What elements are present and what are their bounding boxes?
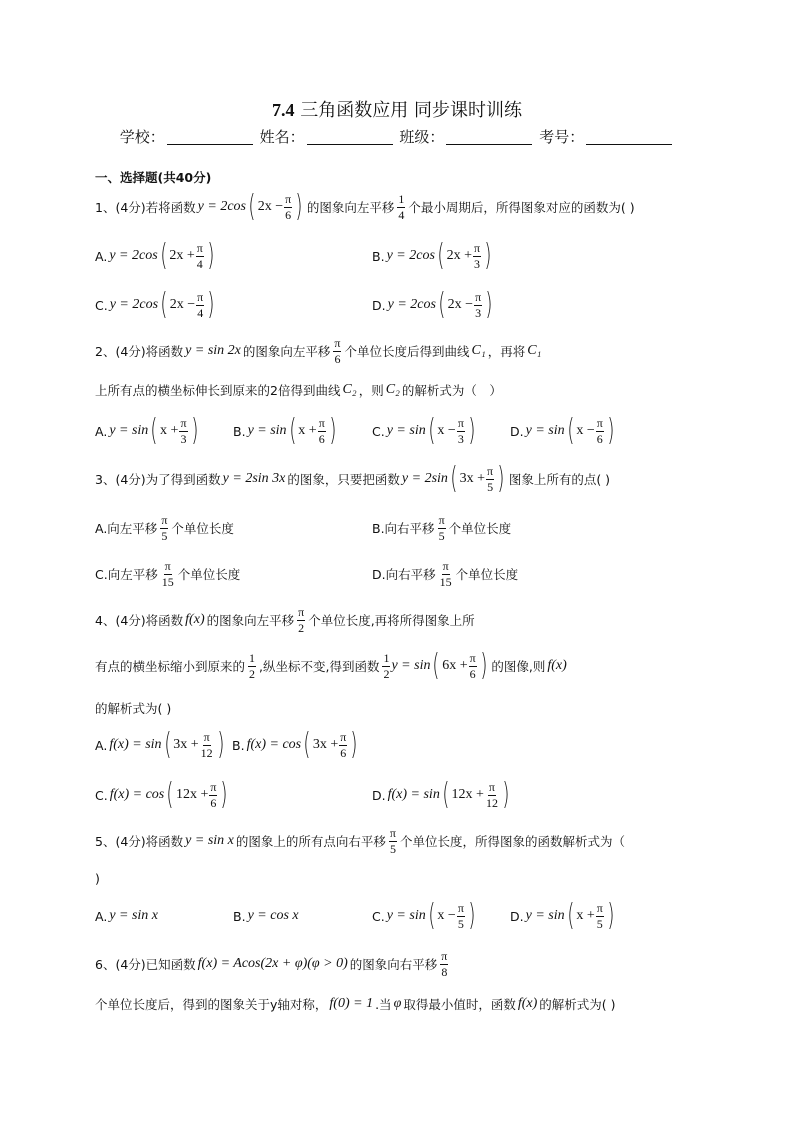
option-formula: y = sin ( x − $\frac{\pi}{6}$ ) (526, 416, 617, 446)
q5-line2: ) (95, 870, 100, 886)
q4-option-b[interactable] (232, 725, 362, 765)
option-formula: y = 2cos ( 2x − $\frac{\pi}{4}$ ) (110, 290, 217, 320)
q4-option-a[interactable] (95, 725, 228, 765)
option-label: A.向左平移 (95, 521, 158, 536)
option-label: C.向左平移 (95, 567, 158, 582)
q5-mid: 的图象上的所有点向右平移 (235, 834, 386, 849)
q4-option-c[interactable] (95, 775, 232, 815)
school-label: 学校： (119, 128, 165, 146)
q6-f0: f(0) = 1 (329, 996, 374, 1011)
q3-mid: 的图象，只要把函数 (287, 472, 400, 487)
option-fraction: $\frac{\pi}{15}$ (161, 558, 174, 589)
q5-option-b[interactable] (233, 896, 301, 936)
school-blank[interactable] (167, 130, 253, 145)
q4-line2a: 有点的横坐标缩小到原来的 (95, 659, 246, 674)
option-label: C. (95, 787, 108, 803)
q4-target-formula: $\frac{1}{2}$ y = sin ( 6x + $\frac{\pi}{6}$ ) (381, 651, 489, 681)
q1-prefix: 1、(4分)若将函数 (95, 200, 196, 215)
option-fraction: $\frac{\pi}{5}$ (438, 512, 445, 543)
option-label: B. (372, 248, 385, 264)
q3-option-b[interactable] (372, 508, 511, 548)
question-6-line-2 (95, 984, 616, 1024)
title-text: 三角函数应用 同步课时训练 (300, 100, 522, 121)
option-label: A. (95, 737, 108, 753)
option-formula: y = sin ( x − $\frac{\pi}{3}$ ) (387, 416, 478, 446)
q6-fraction: $\frac{\pi}{8}$ (441, 948, 448, 979)
q4-line2b: ,纵坐标不变,得到函数 (259, 659, 380, 674)
q3-option-a[interactable] (95, 508, 234, 548)
q2-line2a: 上所有点的横坐标伸长到原来的2倍得到曲线 (95, 383, 341, 398)
option-label: D.向右平移 (372, 567, 436, 582)
q4-suffix: 个单位长度,再将所得图象上所 (308, 613, 475, 628)
question-4-line-3 (95, 688, 171, 728)
option-label: C. (95, 297, 108, 313)
number-label: 考号： (539, 128, 585, 146)
q2-mid2: 个单位长度后得到曲线 (344, 344, 470, 359)
question-3 (95, 459, 610, 499)
name-blank[interactable] (307, 130, 393, 145)
option-formula: y = 2cos ( 2x + $\frac{\pi}{4}$ ) (109, 241, 216, 271)
q1-mid: 的图象向左平移 (306, 200, 395, 215)
q6-phi: φ (393, 996, 402, 1011)
option-unit: 个单位长度 (448, 521, 512, 536)
option-label: C. (372, 423, 385, 439)
q3-option-c[interactable] (95, 554, 240, 594)
q2-option-b[interactable] (233, 411, 340, 451)
option-label: D. (510, 423, 524, 439)
question-6 (95, 944, 451, 984)
option-label: B. (233, 423, 246, 439)
q4-mid: 的图象向左平移 (206, 613, 295, 628)
q2-option-a[interactable] (95, 411, 202, 451)
q1-option-c[interactable] (95, 285, 219, 325)
q2-option-d[interactable] (510, 411, 619, 451)
q4-fraction: $\frac{\pi}{2}$ (298, 604, 305, 635)
option-formula: f(x) = cos ( 3x + $\frac{\pi}{6}$ ) (247, 730, 360, 760)
q3-formula: y = 2sin 3x (222, 471, 286, 486)
option-formula: y = sin ( x + $\frac{\pi}{6}$ ) (248, 416, 339, 446)
q5-option-c[interactable] (372, 896, 480, 936)
option-formula: y = sin ( x + $\frac{\pi}{5}$ ) (526, 901, 617, 931)
q1-option-a[interactable] (95, 236, 219, 276)
option-formula: y = 2cos ( 2x − $\frac{\pi}{3}$ ) (388, 290, 495, 320)
q6-line2a: 个单位长度后，得到的图象关于y轴对称， (95, 997, 328, 1012)
q2-c2b: C₂ (385, 382, 400, 397)
question-2 (95, 331, 543, 371)
question-1 (95, 187, 635, 227)
option-unit: 个单位长度 (455, 567, 519, 582)
option-label: D. (372, 787, 386, 803)
class-blank[interactable] (446, 130, 532, 145)
q5-option-d[interactable] (510, 896, 619, 936)
q4-line2c: 的图像,则 (491, 659, 546, 674)
q6-line2d: 的解析式为( ) (539, 997, 616, 1012)
q4-fx2: f(x) (547, 658, 567, 673)
q1-suffix: 个最小周期后，所得图象对应的函数为( ) (408, 200, 635, 215)
q3-prefix: 3、(4分)为了得到函数 (95, 472, 221, 487)
title-number: 7.4 (272, 100, 295, 120)
option-unit: 个单位长度 (171, 521, 234, 536)
option-label: A. (95, 908, 108, 924)
option-unit: 个单位长度 (177, 567, 241, 582)
q2-prefix: 2、(4分)将函数 (95, 344, 184, 359)
q6-prefix: 6、(4分)已知函数 (95, 957, 196, 972)
q4-line3: 的解析式为( ) (95, 701, 172, 716)
q4-half: $\frac{1}{2}$ (249, 650, 256, 681)
option-label: C. (372, 908, 385, 924)
q5-suffix: 个单位长度，所得图象的函数解析式为（ (399, 834, 625, 849)
q2-option-c[interactable] (372, 411, 480, 451)
option-label: B.向右平移 (372, 521, 435, 536)
q3-formula-2: y = 2sin ( 3x + $\frac{\pi}{5}$ ) (402, 464, 507, 494)
question-5 (95, 821, 625, 861)
q6-line2c: 取得最小值时，函数 (403, 997, 516, 1012)
question-4-line-2 (95, 646, 569, 686)
q5-fraction: $\frac{\pi}{5}$ (389, 825, 396, 856)
name-label: 姓名： (259, 128, 305, 146)
q1-option-b[interactable] (372, 236, 496, 276)
q2-c1: C₁ (471, 343, 486, 358)
option-formula: f(x) = sin ( 12x + $\frac{\pi}{12}$ ) (388, 780, 512, 810)
class-label: 班级： (399, 128, 445, 146)
option-formula: y = 2cos ( 2x + $\frac{\pi}{3}$ ) (387, 241, 494, 271)
q4-option-d[interactable] (372, 775, 514, 815)
number-blank[interactable] (586, 130, 672, 145)
q2-line2b: ，则 (358, 383, 384, 398)
q6-line2b: .当 (375, 997, 392, 1012)
q2-formula: y = sin 2x (185, 343, 241, 358)
q3-suffix: 图象上所有的点( ) (508, 472, 611, 487)
q5-option-a[interactable] (95, 896, 160, 936)
question-2-line-2 (95, 370, 502, 410)
option-formula: y = cos x (247, 908, 299, 923)
q6-formula: f(x) = Acos(2x + φ)(φ > 0) (197, 956, 348, 971)
q4-fx: f(x) (185, 612, 205, 627)
option-label: A. (95, 423, 108, 439)
option-label: B. (232, 737, 245, 753)
option-formula: y = sin ( x + $\frac{\pi}{3}$ ) (109, 416, 200, 446)
option-label: D. (372, 297, 386, 313)
q2-mid3: ，再将 (487, 344, 526, 359)
q1-formula: y = 2cos ( 2x − $\frac{\pi}{6}$ ) (198, 192, 305, 222)
option-formula: y = sin ( x − $\frac{\pi}{5}$ ) (387, 901, 478, 931)
q1-fraction: $\frac{1}{4}$ (398, 191, 405, 222)
section-heading: 一、选择题(共40分) (95, 170, 212, 185)
option-fraction: $\frac{\pi}{15}$ (439, 558, 452, 589)
q2-mid: 的图象向左平移 (242, 344, 331, 359)
option-formula: f(x) = cos ( 12x + $\frac{\pi}{6}$ ) (110, 780, 230, 810)
option-fraction: $\frac{\pi}{5}$ (161, 512, 168, 543)
q5-formula: y = sin x (185, 833, 234, 848)
option-formula: y = sin x (109, 908, 159, 923)
q6-mid: 的图象向右平移 (349, 957, 438, 972)
option-formula: f(x) = sin ( 3x + $\frac{\pi}{12}$ ) (109, 730, 226, 760)
question-5-line-2 (95, 858, 100, 898)
question-4 (95, 600, 475, 640)
q5-prefix: 5、(4分)将函数 (95, 834, 184, 849)
q1-option-d[interactable] (372, 285, 497, 325)
q2-c2: C₂ (342, 382, 357, 397)
option-label: D. (510, 908, 524, 924)
page-title (0, 96, 794, 122)
option-label: A. (95, 248, 108, 264)
q4-prefix: 4、(4分)将函数 (95, 613, 184, 628)
q2-c1b: C₁ (527, 343, 542, 358)
q6-fx: f(x) (517, 996, 538, 1011)
q2-fraction: $\frac{\pi}{6}$ (334, 335, 341, 366)
q2-line2c: 的解析式为（ ） (401, 383, 502, 398)
option-label: B. (233, 908, 246, 924)
student-info (0, 126, 794, 147)
q3-option-d[interactable] (372, 554, 518, 594)
